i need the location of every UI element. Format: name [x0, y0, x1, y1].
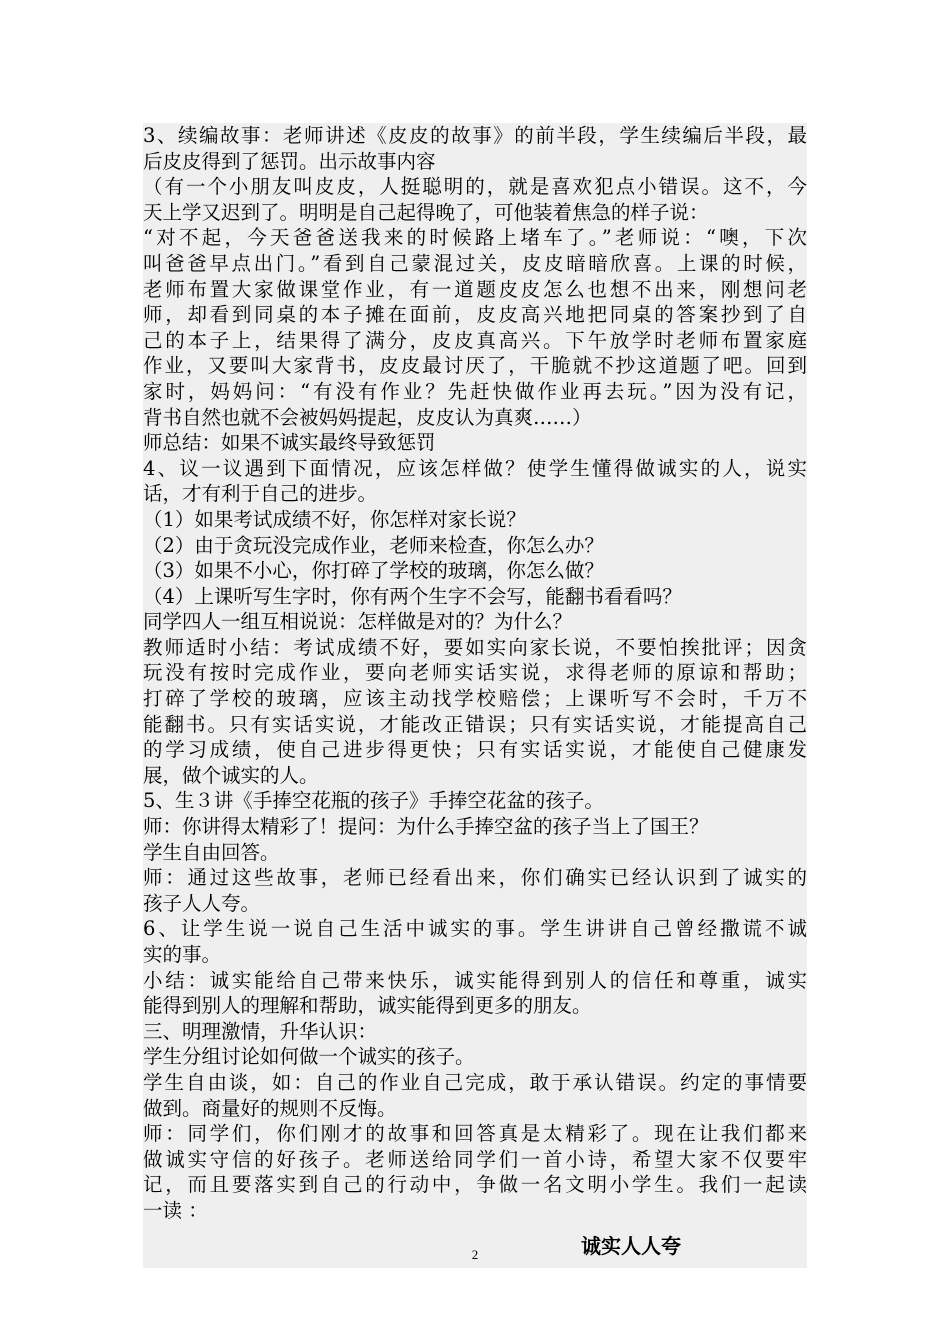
paragraph-line: 家时，妈妈问：“有没有作业？先赶快做作业再去玩。”因为没有记，	[143, 379, 807, 403]
paragraph-line: 做诚实守信的好孩子。老师送给同学们一首小诗，希望大家不仅要牢	[143, 1147, 807, 1171]
paragraph-line: 能得到别人的理解和帮助，诚实能得到更多的朋友。	[143, 994, 592, 1018]
paragraph-line: 同学四人一组互相说说：怎样做是对的？为什么？	[143, 610, 573, 634]
paragraph-line: 3、续编故事：老师讲述《皮皮的故事》的前半段，学生续编后半段，最	[143, 124, 807, 147]
paragraph-line: 己的本子上，结果得了满分，皮皮真高兴。下午放学时老师布置家庭	[143, 328, 807, 352]
list-item: （4）上课听写生字时，你有两个生字不会写，能翻书看看吗？	[143, 584, 682, 608]
paragraph-line: “对不起，今天爸爸送我来的时候路上堵车了。”老师说：“噢，下次	[143, 226, 807, 250]
section-heading: 三、明理激情，升华认识：	[143, 1019, 378, 1043]
paragraph-line: 师，却看到同桌的本子摊在面前，皮皮高兴地把同桌的答案抄到了自	[143, 303, 807, 327]
paragraph-line: 作业，又要叫大家背书，皮皮最讨厌了，干脆就不抄这道题了吧。回到	[143, 354, 807, 378]
page-number: 2	[471, 1247, 479, 1262]
paragraph-line: 师：同学们，你们刚才的故事和回答真是太精彩了。现在让我们都来	[143, 1122, 807, 1146]
paragraph-line: 孩子人人夸。	[143, 891, 261, 915]
list-item: （1）如果考试成绩不好，你怎样对家长说？	[143, 507, 526, 531]
paragraph-line: 背书自然也就不会被妈妈提起，皮皮认为真爽……）	[143, 405, 592, 429]
paragraph-line: 师：你讲得太精彩了！提问：为什么手捧空盆的孩子当上了国王？	[143, 815, 709, 839]
list-item: （2）由于贪玩没完成作业，老师来检查，你怎么办？	[143, 533, 604, 557]
paragraph-line: 小结：诚实能给自己带来快乐，诚实能得到别人的信任和尊重，诚实	[143, 968, 807, 992]
paragraph-line: 后皮皮得到了惩罚。出示故事内容	[143, 149, 436, 173]
paragraph-line: 能翻书。只有实话实说，才能改正错误；只有实话实说，才能提高自己	[143, 712, 807, 736]
document-body	[143, 123, 807, 1268]
paragraph-line: 一读 ：	[143, 1198, 208, 1222]
paragraph-line: 打碎了学校的玻璃，应该主动找学校赔偿；上课听写不会时，千万不	[143, 687, 807, 711]
paragraph-line: （有一个小朋友叫皮皮，人挺聪明的，就是喜欢犯点小错误。这不，今	[143, 175, 807, 199]
paragraph-line: 学生分组讨论如何做一个诚实的孩子。	[143, 1045, 475, 1069]
paragraph-line: 5、生３讲《手捧空花瓶的孩子》手捧空花盆的孩子。	[143, 789, 604, 813]
paragraph-line: 话，才有利于自己的进步。	[143, 482, 378, 506]
paragraph-line: 师：通过这些故事，老师已经看出来，你们确实已经认识到了诚实的	[143, 866, 807, 890]
paragraph-line: 6、让学生说一说自己生活中诚实的事。学生讲讲自己曾经撒谎不诚	[143, 917, 807, 941]
paragraph-line: 做到。商量好的规则不反悔。	[143, 1096, 397, 1120]
paragraph-line: 4、议一议遇到下面情况，应该怎样做？使学生懂得做诚实的人，说实	[143, 456, 807, 480]
paragraph-line: 老师布置大家做课堂作业，有一道题皮皮怎么也想不出来，刚想问老	[143, 277, 807, 301]
list-item: （3）如果不小心，你打碎了学校的玻璃，你怎么做？	[143, 559, 604, 583]
paragraph-line: 展，做个诚实的人。	[143, 763, 319, 787]
paragraph-line: 教师适时小结：考试成绩不好，要如实向家长说，不要怕挨批评；因贪	[143, 635, 807, 659]
paragraph-line: 学生自由谈，如：自己的作业自己完成，敢于承认错误。约定的事情要	[143, 1070, 807, 1094]
paragraph-line: 师总结：如果不诚实最终导致惩罚	[143, 431, 436, 455]
paragraph-line: 学生自由回答。	[143, 840, 280, 864]
paragraph-line: 叫爸爸早点出门。”看到自己蒙混过关，皮皮暗暗欣喜。上课的时候，	[143, 251, 807, 275]
paragraph-line: 的学习成绩，使自己进步得更快；只有实话实说，才能使自己健康发	[143, 738, 807, 762]
paragraph-line: 玩没有按时完成作业，要向老师实话实说，求得老师的原谅和帮助；	[143, 661, 807, 685]
paragraph-line: 实的事。	[143, 943, 222, 966]
paragraph-line: 记，而且要落实到自己的行动中，争做一名文明小学生。我们一起读	[143, 1173, 807, 1197]
paragraph-line: 天上学又迟到了。明明是自己起得晚了，可他装着焦急的样子说：	[143, 200, 709, 224]
poem-title: 诚实人人夸	[581, 1233, 681, 1258]
